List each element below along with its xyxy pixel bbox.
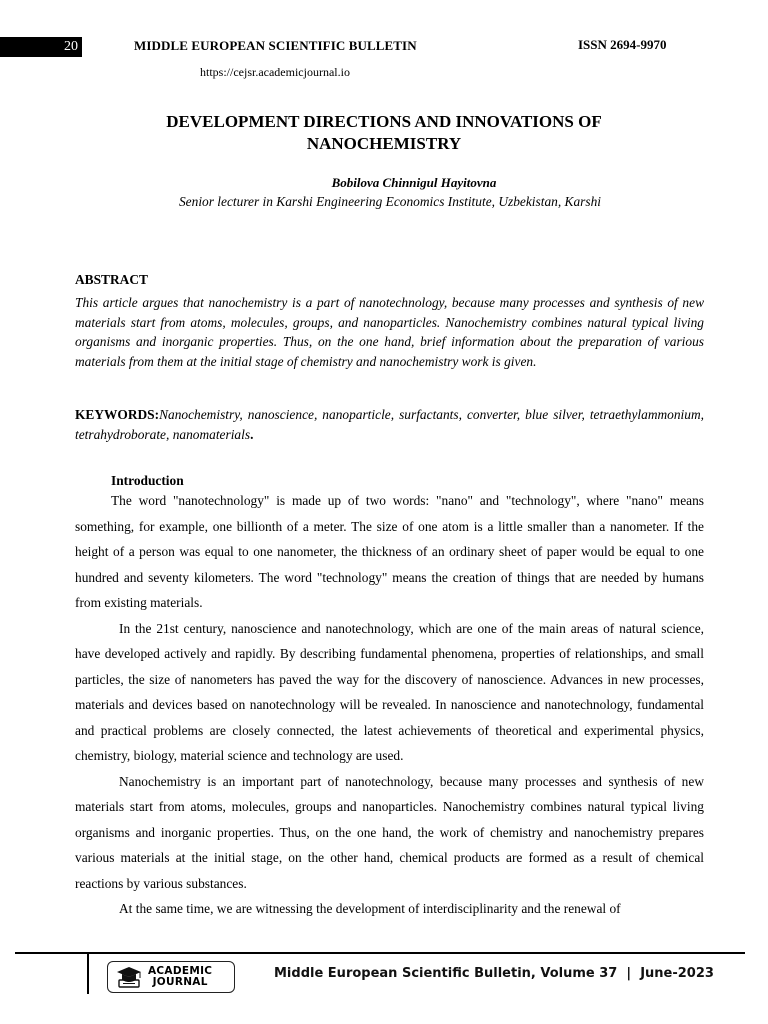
keywords-list: Nanochemistry, nanoscience, nanoparticle, surfactants, converter, blue silver, tetraethylammonium, tetrahydroborate, nanomaterials xyxy=(75,407,704,442)
article-title-line2: NANOCHEMISTRY xyxy=(306,134,462,153)
logo-text xyxy=(148,966,212,988)
paragraph: Nanochemistry is an important part of nanotechnology, because many processes and synthesis of new materials start from atoms, molecules, groups and nanoparticles. Nanochemistry combines natural typical living organisms and inorganic properties. Thus, on the one hand, the work of chemistry and nanochemistry prepares various materials at the initial stage, on the other hand, chemical products are formed as a result of chemical reactions by various substances. xyxy=(75,773,704,891)
logo-text-line2: JOURNAL xyxy=(152,976,208,988)
paragraph: The word "nanotechnology" is made up of two words: "nano" and "technology", where "nano" means something, for example, one billionth of a meter. The size of one atom is a little smaller than a nanometer. If the height of a person was equal to one nanometer, the thickness of an ordinary sheet of paper would be equal to one hundred and seventy kilometers. The word "technology" means the creation of things that are needed by humans from existing materials. xyxy=(75,493,704,610)
keywords xyxy=(75,405,704,444)
paragraph: In the 21st century, nanoscience and nanotechnology, which are one of the main areas of natural science, have developed actively and rapidly. By describing fundamental phenomena, properties of relationships, and small particles, the size of nanometers has paved the way for the discovery of nanoscience. Advances in new processes, materials and devices based on nanotechnology will be revealed. In nanoscience and nanotechnology, fundamental and practical problems are closely connected, the latest achievements of theoretical and experimental physics, chemistry, biology, material science and technology are used. xyxy=(75,620,704,763)
introduction-body xyxy=(75,488,704,922)
page-number: 20 xyxy=(0,37,82,57)
abstract-heading: ABSTRACT xyxy=(75,272,148,287)
article-title-line1: DEVELOPMENT DIRECTIONS AND INNOVATIONS OF xyxy=(166,112,602,131)
footer-vertical-divider xyxy=(87,954,89,994)
keywords-end: . xyxy=(250,426,254,442)
abstract-text: This article argues that nanochemistry is a part of nanotechnology, because many processes and synthesis of new materials start from atoms, molecules, groups, and nanoparticles. Nanochemistry combines natural typical living organisms and inorganic properties. Thus, on the one hand, brief information about the preparation of various materials from them at the initial stage of chemistry and nanochemistry work is given. xyxy=(75,295,704,369)
journal-url-link[interactable]: https://cejsr.academicjournal.io xyxy=(200,65,350,79)
academic-journal-logo xyxy=(107,961,235,993)
keywords-label: KEYWORDS: xyxy=(75,407,160,422)
footer-divider xyxy=(15,952,745,954)
author-name: Bobilova Chinnigul Hayitovna xyxy=(331,175,497,190)
introduction-heading: Introduction xyxy=(111,473,184,488)
footer-citation: Middle European Scientific Bulletin, Volume 37 | June-2023 xyxy=(274,966,714,981)
graduation-cap-icon xyxy=(116,966,142,988)
article-title xyxy=(100,111,668,155)
journal-title: MIDDLE EUROPEAN SCIENTIFIC BULLETIN xyxy=(134,38,417,53)
paragraph: At the same time, we are witnessing the development of interdisciplinarity and the renewal of xyxy=(119,901,621,916)
author-affiliation: Senior lecturer in Karshi Engineering Economics Institute, Uzbekistan, Karshi xyxy=(178,194,601,209)
logo-text-line1: ACADEMIC xyxy=(148,965,213,977)
issn-label: ISSN 2694-9970 xyxy=(578,37,667,52)
